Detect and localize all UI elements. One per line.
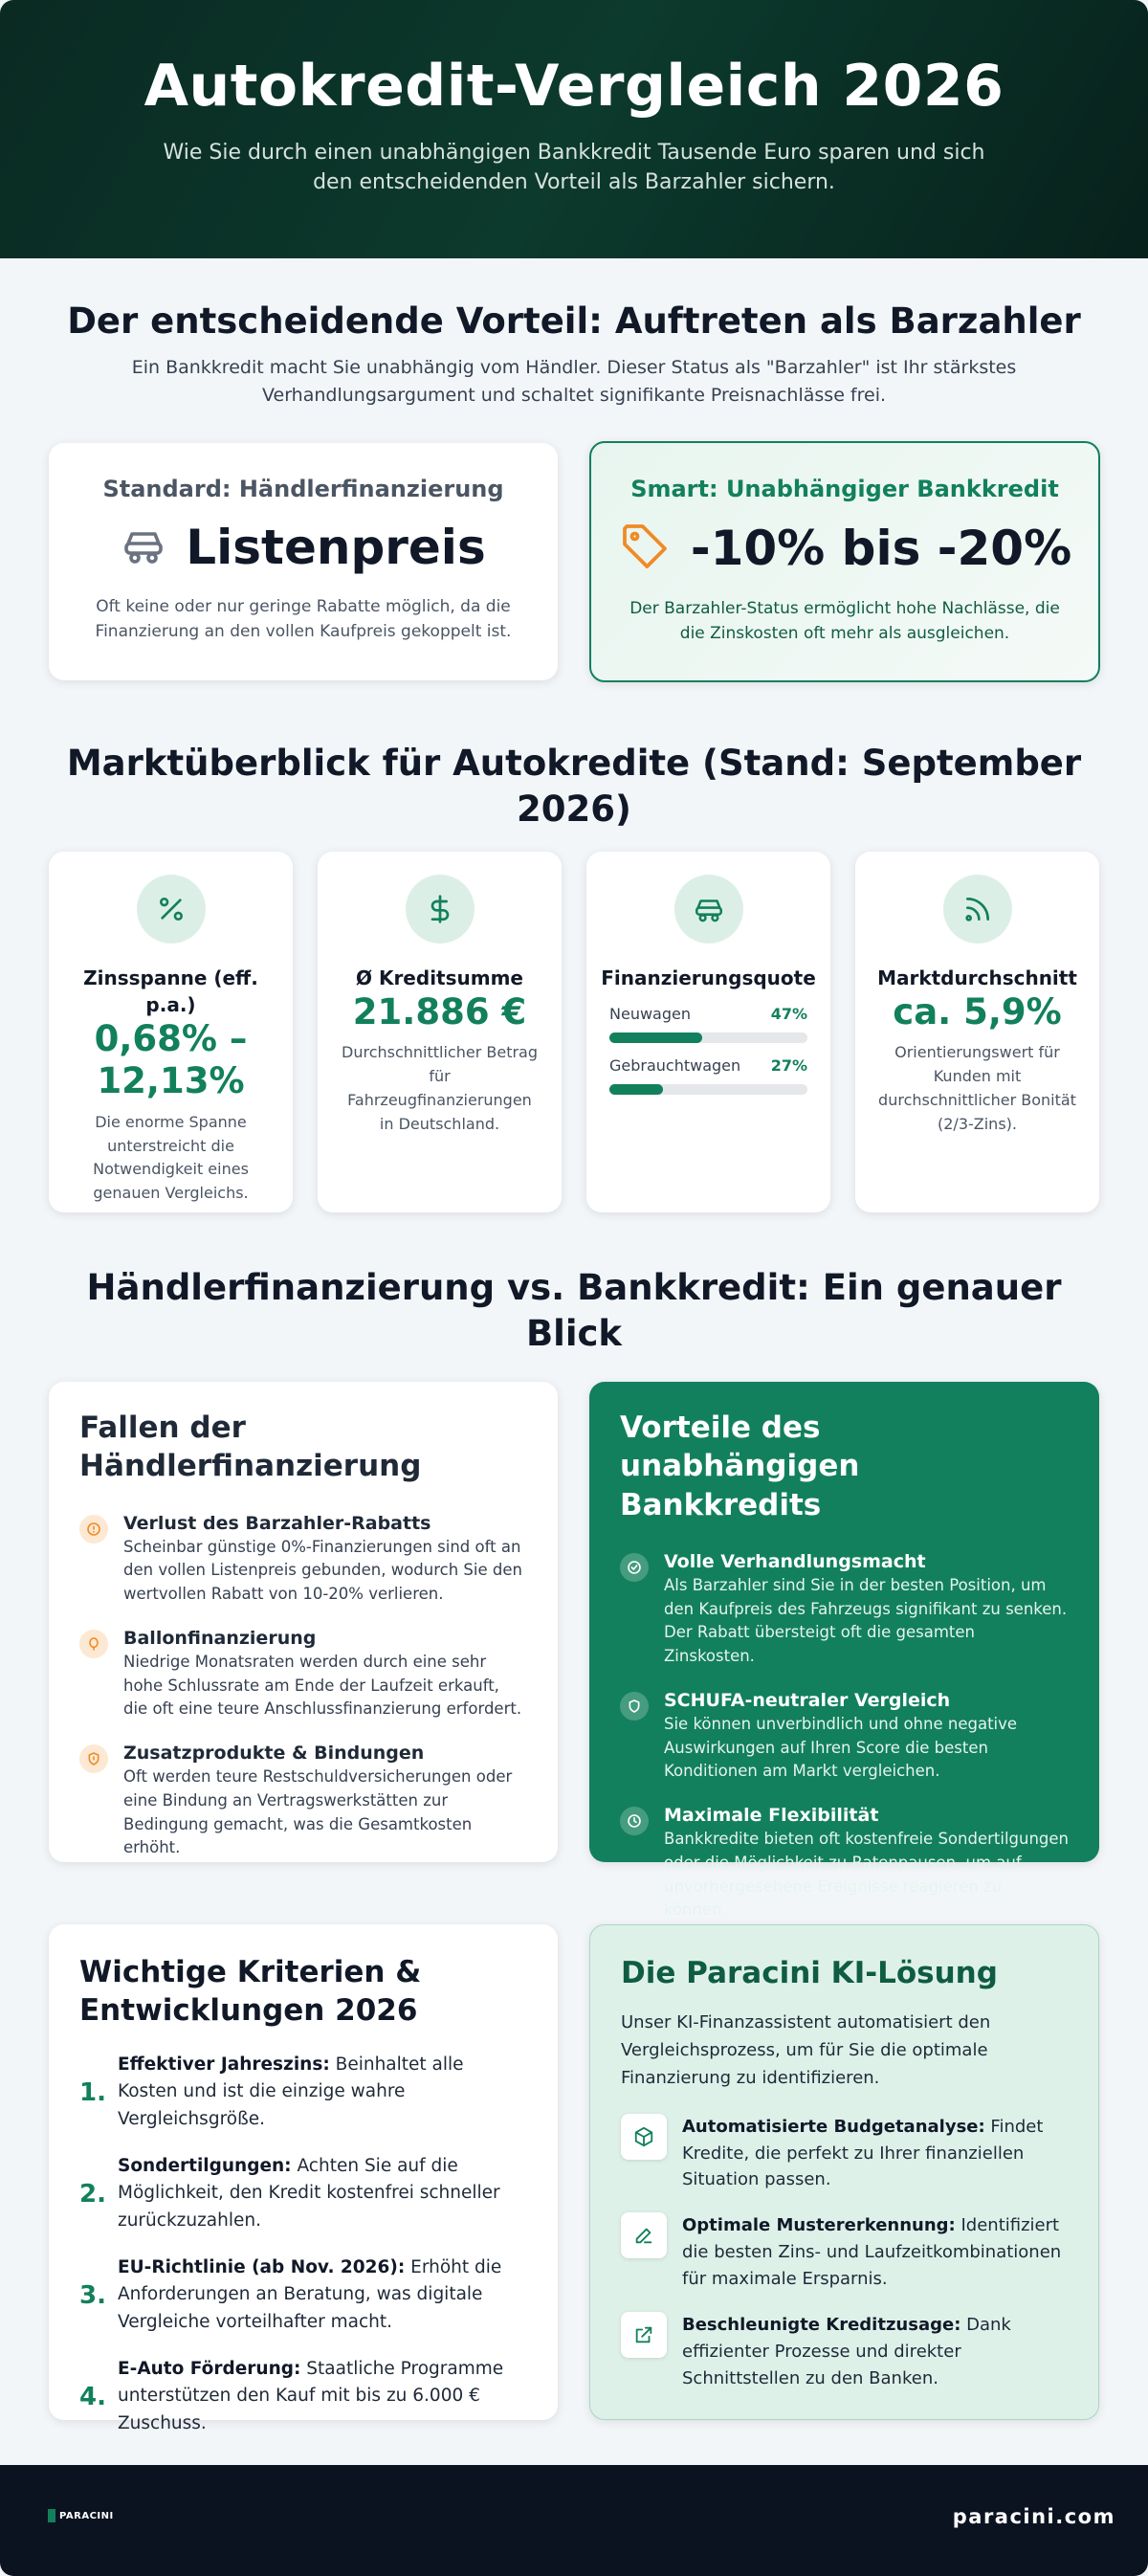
dealer-item-title: Zusatzprodukte & Bindungen (123, 1743, 425, 1765)
dealer-item (79, 1743, 527, 1860)
ki-intro: Unser KI-Finanzassistent automatisiert den Vergleichsprozess, um für Sie die optimale Finanzierung zu identifizieren. (621, 2012, 991, 2088)
footer (0, 2465, 1148, 2576)
dealer-item (79, 1628, 527, 1721)
check-circle-icon (620, 1553, 649, 1582)
advantage-subtitle: Ein Bankkredit macht Sie unabhängig vom Händler. Dieser Status als "Barzahler" ist Ihr stärkstes Verhandlungsargument und schaltet signifikante Preisnachlässe frei. (131, 357, 1017, 406)
signal-icon (943, 875, 1012, 944)
standard-big: Listenpreis (186, 520, 486, 575)
tag-icon (618, 520, 672, 577)
criteria-number: 4. (79, 2382, 106, 2411)
footer-url[interactable]: paracini.com (952, 2505, 1115, 2528)
ki-item (621, 2212, 1068, 2293)
ki-item-title: Optimale Mustererkennung: (682, 2215, 956, 2236)
smart-title: Smart: Unabhängiger Bankkredit (630, 476, 1059, 502)
bank-item (620, 1690, 1069, 1784)
ki-item-body: Findet Kredite, die perfekt zu Ihrer finanziellen Situation passen. (682, 2116, 1044, 2190)
quota-new-pct: 47% (770, 1005, 807, 1023)
ki-panel (589, 1924, 1099, 2420)
criteria-item-body: Staatliche Programme unterstützen den Kauf mit bis zu 6.000 € Zuschuss. (118, 2358, 504, 2433)
quota-used-bar (609, 1084, 663, 1095)
compare-title: Händlerfinanzierung vs. Bankkredit: Ein genauer Blick (86, 1267, 1062, 1355)
criteria-item-title: Sondertilgungen: (118, 2155, 292, 2176)
ki-title: Die Paracini KI-Lösung (621, 1956, 998, 1990)
ki-item-body: Dank effizienter Prozesse und direkter Schnittstellen zu den Banken. (682, 2315, 1011, 2388)
dealer-item-title: Ballonfinanzierung (123, 1627, 317, 1649)
criteria-item-body: Erhöht die Anforderungen an Beratung, was digitale Vergleiche vorteilhafter macht. (118, 2256, 502, 2332)
bank-item (620, 1551, 1069, 1669)
logo-text: PARACINI (59, 2510, 114, 2521)
bank-item-title: SCHUFA-neutraler Vergleich (664, 1689, 951, 1711)
quota-new-bar (609, 1033, 702, 1043)
advantage-section (0, 299, 1148, 409)
smart-big: -10% bis -20% (690, 521, 1072, 576)
advantage-title: Der entscheidende Vorteil: Auftreten als Barzahler (67, 300, 1081, 342)
ki-item-title: Beschleunigte Kreditzusage: (682, 2315, 961, 2336)
criteria-item (79, 2254, 527, 2337)
dealer-item-title: Verlust des Barzahler-Rabatts (123, 1512, 431, 1534)
stat-label: Ø Kreditsumme (355, 966, 523, 989)
quota-new-label: Neuwagen (609, 1005, 691, 1023)
car-icon (121, 522, 166, 572)
page-subtitle: Wie Sie durch einen unabhängigen Bankkredit Tausende Euro sparen und sich den entscheidenden Vorteil als Barzahler sichern. (163, 141, 985, 194)
dealer-item-body: Oft werden teure Restschuldversicherungen oder eine Bindung an Vertragswerkstätten zur Bedingung gemacht, was die Gesamtkosten erhöht. (123, 1767, 513, 1857)
ki-item-title: Automatisierte Budgetanalyse: (682, 2116, 985, 2137)
stat-card-sum (318, 852, 562, 1212)
dollar-icon (406, 875, 475, 944)
stat-card-rate (49, 852, 293, 1212)
criteria-item (79, 2356, 527, 2438)
bank-item-body: Sie können unverbindlich und ohne negative Auswirkungen auf Ihren Score die besten Konditionen am Markt vergleichen. (664, 1714, 1018, 1781)
smart-card (589, 441, 1100, 682)
criteria-number: 3. (79, 2280, 106, 2310)
bank-item-body: Bankkredite bieten oft kostenfreie Sondertilgungen oder die Möglichkeit zu Ratenpausen, um auf unvorhergesehene Ereignisse reagieren zu können. (664, 1830, 1069, 1920)
quota-new-track (609, 1033, 807, 1043)
dealer-item (79, 1513, 527, 1607)
stat-desc: Orientierungswert für Kunden mit durchschnittlicher Bonität (2/3-Zins). (878, 1043, 1076, 1133)
bank-item-title: Volle Verhandlungsmacht (664, 1550, 926, 1572)
stat-label: Zinsspanne (eff. p.a.) (83, 966, 258, 1016)
stat-value: ca. 5,9% (893, 991, 1062, 1033)
quota-used-label: Gebrauchtwagen (609, 1056, 741, 1075)
criteria-panel (49, 1924, 558, 2433)
cube-icon (621, 2114, 667, 2160)
shield-icon (620, 1692, 649, 1721)
criteria-item (79, 2052, 527, 2134)
quota-new (586, 1005, 830, 1043)
bank-panel (589, 1382, 1099, 1920)
dealer-item-body: Scheinbar günstige 0%-Finanzierungen sind oft an den vollen Listenpreis gebunden, wodurch Sie den wertvollen Rabatt von 10-20% verlieren. (123, 1537, 522, 1604)
footer-logo[interactable] (48, 2509, 114, 2522)
standard-card (49, 443, 558, 680)
compare-section (57, 1265, 1091, 1357)
shield-alert-icon (79, 1744, 108, 1773)
hero-banner (0, 0, 1148, 258)
ki-item (621, 2312, 1068, 2392)
ki-item (621, 2114, 1068, 2194)
external-link-icon (621, 2312, 667, 2358)
stat-value: 0,68% – 12,13% (94, 1018, 248, 1102)
criteria-item-body: Achten Sie auf die Möglichkeit, den Kredit kostenfrei schneller zurückzuzahlen. (118, 2155, 500, 2231)
stat-label: Marktdurchschnitt (877, 966, 1077, 989)
standard-desc: Oft keine oder nur geringe Rabatte möglich, da die Finanzierung an den vollen Kaufpreis gekoppelt ist. (95, 597, 512, 642)
ki-item-body: Identifiziert die besten Zins- und Laufzeitkombinationen für maximale Ersparnis. (682, 2215, 1062, 2290)
dealer-panel (49, 1382, 558, 1862)
stat-label: Finanzierungsquote (601, 966, 816, 989)
quota-used-pct: 27% (770, 1056, 807, 1075)
bank-item-title: Maximale Flexibilität (664, 1805, 879, 1827)
smart-desc: Der Barzahler-Status ermöglicht hohe Nachlässe, die die Zinskosten oft mehr als ausgleichen. (629, 599, 1060, 644)
criteria-item-title: Effektiver Jahreszins: (118, 2054, 330, 2075)
bank-item-body: Als Barzahler sind Sie in der besten Position, um den Kaufpreis des Fahrzeugs signifikant zu senken. Der Rabatt übersteigt oft die gesamten Zinskosten. (664, 1575, 1068, 1666)
stat-desc: Durchschnittlicher Betrag für Fahrzeugfinanzierungen in Deutschland. (342, 1043, 538, 1133)
criteria-item (79, 2153, 527, 2235)
market-title: Marktüberblick für Autokredite (Stand: September 2026) (66, 743, 1082, 831)
pencil-icon (621, 2212, 667, 2258)
criteria-item-body: Beinhaltet alle Kosten und ist die einzige wahre Vergleichsgröße. (118, 2054, 464, 2129)
dealer-item-body: Niedrige Monatsraten werden durch eine sehr hohe Schlussrate am Ende der Laufzeit erkauft, die oft eine teure Anschlussfinanzierung erfordert. (123, 1652, 522, 1719)
bank-item (620, 1805, 1069, 1922)
percent-icon (137, 875, 206, 944)
stat-desc: Die enorme Spanne unterstreicht die Notwendigkeit eines genauen Vergleichs. (93, 1112, 249, 1203)
criteria-item-title: E-Auto Förderung: (118, 2358, 301, 2379)
page-title: Autokredit-Vergleich 2026 (144, 53, 1004, 120)
criteria-title: Wichtige Kriterien & Entwicklungen 2026 (79, 1955, 422, 2029)
quota-used (586, 1056, 830, 1095)
logo-mark-icon (48, 2509, 55, 2522)
stat-card-average (855, 852, 1099, 1212)
standard-title: Standard: Händlerfinanzierung (102, 476, 504, 502)
criteria-number: 2. (79, 2179, 106, 2209)
criteria-number: 1. (79, 2077, 106, 2107)
bank-title: Vorteile des unabhängigen Bankkredits (620, 1410, 860, 1522)
stat-value: 21.886 € (352, 991, 527, 1033)
alert-icon (79, 1515, 108, 1543)
stat-card-quota (586, 852, 830, 1212)
clock-icon (620, 1807, 649, 1835)
car-icon (674, 875, 743, 944)
dealer-title: Fallen der Händlerfinanzierung (79, 1410, 422, 1484)
criteria-item-title: EU-Richtlinie (ab Nov. 2026): (118, 2256, 406, 2277)
balloon-icon (79, 1630, 108, 1658)
quota-used-track (609, 1084, 807, 1095)
market-section (57, 741, 1091, 833)
